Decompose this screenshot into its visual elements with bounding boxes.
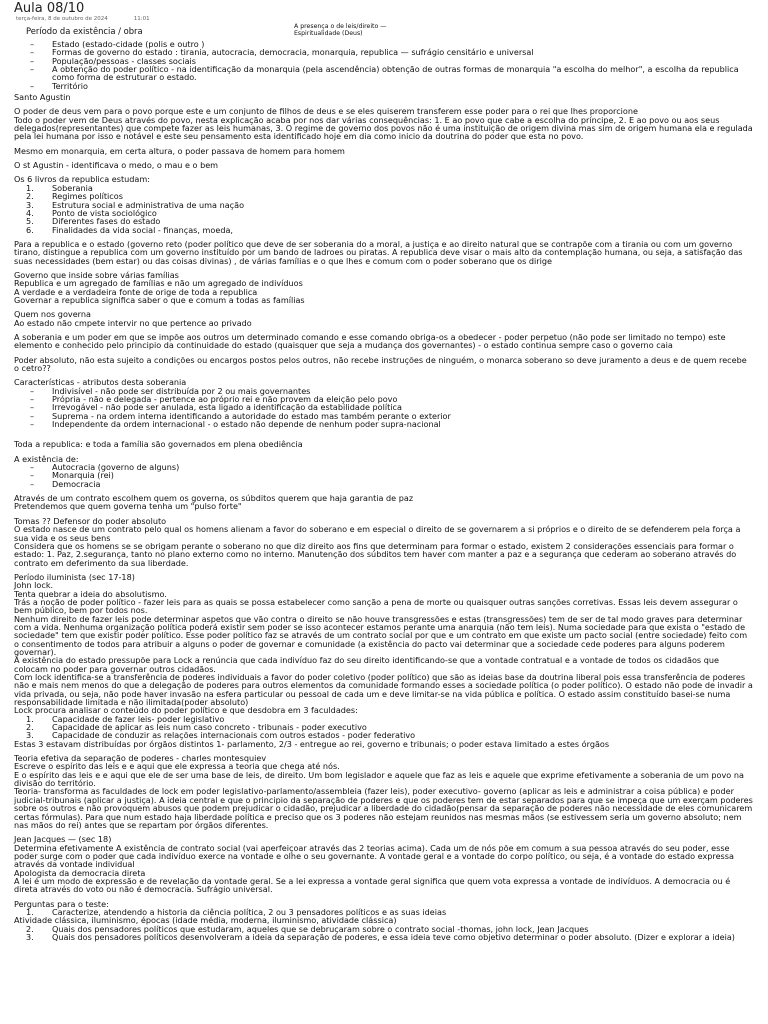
list-item: – Território	[14, 82, 754, 90]
list-item: 1. Soberania	[26, 182, 93, 193]
paragraph: Lock procura analisar o conteúdo do poder político e que desdobra em 3 faculdades:	[14, 705, 358, 716]
section-heading: Santo Agustin	[14, 92, 71, 103]
list-item: 3. Capacidade de conduzir as relações internacionais com outros estados - poder federativo	[26, 730, 416, 741]
paragraph: Estas 3 estavam distribuídas por órgãos distintos 1- parlamento, 2/3 - entregue ao rei, governo e tribunais; o poder estava limitado a estes órgãos	[14, 738, 610, 749]
list-item: – Formas de governo do estado : tirania, autocracia, democracia, monarquia, republica — sufrágio censitário e universal	[14, 48, 754, 56]
paragraph: Quem nos governa	[14, 309, 91, 320]
paragraph: Trás a noção de poder político - fazer leis para as quais se possa estabelecer como sanção a pena de morte ou quaisquer outras sanções corretivas. Essas leis devem assegurar o bem público, bem por todos nos.	[14, 596, 738, 616]
list-item: 6. Finalidades da vida social - finanças, moeda,	[26, 224, 234, 235]
paragraph: O st Agustin - identificava o medo, o mau e o bem	[14, 160, 219, 171]
list-item: 5. Diferentes fases do estado	[26, 216, 161, 227]
note-time: 11:01	[133, 16, 150, 22]
header-right-line-2: Espiritualidade (Deus)	[294, 30, 363, 37]
paragraph: Considera que os homens se se obrigam perante o soberano no que diz direito aos fins que determinam para formar o estado, existem 2 considerações essenciais para formar o estado: 1. Paz, 2.segurança, tanto no plano externo como no interno. Manutenção dos súbditos tem haver com manter a paz e a segurança que cederam ao soberano através do contrato em deferimento da sua liberdade.	[14, 540, 737, 568]
paragraph: Toda a republica: e toda a família são governados em plena obediência	[14, 439, 303, 450]
characteristics-list	[14, 387, 754, 429]
list-item: – População/pessoas - classes sociais	[14, 57, 754, 65]
list-item: 4. Ponto de vista sociológico	[26, 207, 157, 218]
header-right-line-1: A presença o de leis/direito —	[294, 23, 387, 30]
paragraph: O estado nasce de um contrato pelo qual os homens alienam a favor do soberano e em especial o direito de se governarem a si próprios e o direito de se defenderem pela força a sua vida e os seus bens	[14, 524, 741, 543]
paragraph: Apologista da democracia direta	[14, 867, 146, 878]
paragraph: Governo que inside sobre várias famílias	[14, 269, 179, 280]
topics-list	[14, 40, 754, 90]
list-item: – A obtenção do poder político - na identificação da monarquia (pela ascendência) obtenção de outras formas de monarquia "a escolha do melhor", a escolha da republica como forma de estruturar o estado.	[14, 65, 754, 82]
header-row	[14, 23, 754, 40]
paragraph: Escreve o espírito das leis e e aqui que ele expressa a teoria que chega até nós.	[14, 761, 340, 772]
list-item: – Suprema - na ordem interna identificando a autoridade do estado mas também perante o exterior	[14, 412, 754, 420]
paragraph: Características - atributos desta soberania	[14, 377, 187, 388]
paragraph: Todo o poder vem de Deus através do povo, nesta explicação acaba por nos dar várias consequências: 1. E ao povo que cabe a escolha do príncipe, 2. E ao povo ou aos seus delegados(representantes) que compete fazer as leis humanas, 3. O regime de governo dos povos não é uma instituição de origem divina mas sim de origem humana ela e regulada pela lei humana por isso e notável e este seu pensamento esta identificado hoje em dia como inicio da doutrina do poder que esta no povo.	[14, 114, 753, 142]
paragraph: Nenhum direito de fazer leis pode determinar aspetos que vão contra o direito se não houve transgressões e estas (transgressões) tem de ser de tal modo graves para determinar com a vida. Nenhuma organização política poderá existir sem poder se isso acontecer estamos perante uma anarquia (não tem leis). Numa sociedade para que exista o "estado de sociedade" tem que existir poder político. Esse poder político faz se através de um contrato social por que e um contrato em que existe um pacto social (entre sociedade) feito com o consentimento de todos para atribuir a alguns o poder de governar e comunidade (a existência do pacto vai determinar que a sociedade cede poderes para alguns poderem governar).	[14, 613, 748, 657]
list-item: 2. Capacidade de aplicar as leis num caso concreto - tribunais - poder executivo	[26, 722, 367, 733]
books-list	[14, 184, 754, 234]
paragraph: A soberania e um poder em que se impõe aos outros um determinado comando e esse comando obriga-os a obedecer - poder perpetuo (não pode ser limitado no tempo) este elemento e conhecido pelo principio da continuidade do estado (quaisquer que seja a mudança dos governantes) - o estado continua sempre caso o governo caia	[14, 331, 726, 351]
paragraph: Com lock identifica-se a transferência de poderes individuais a favor do poder coletivo (poder político) que são as ideias base da doutrina liberal pois essa transferência de poderes não e mais nem menos do que a delegação de poderes para outros elementos da comunidade formando esses a sociedade política (o poder político). O estado não pode de invadir a vida privada, ou seja, não pode haver invasão na esfera particular ou pessoal de cada um e deve limitar-se na vida pública e política. O estado assim constituído basei-se numa responsabilidade limitada e não ilimitada(poder absoluto)	[14, 672, 753, 708]
header-left-label: Período da existência / obra	[26, 26, 143, 36]
paragraph: A existência de:	[14, 453, 79, 464]
list-item: – Autocracia (governo de alguns)	[14, 463, 754, 471]
timestamp	[16, 16, 754, 23]
paragraph: Perguntas para o teste:	[14, 898, 109, 909]
paragraph: John lock.	[14, 580, 54, 591]
paragraph: Teoria- transforma as faculdades de lock em poder legislativo-parlamento/assembleia (fazer leis), poder executivo- governo (aplicar as leis e administrar a coisa pública) e poder judicial-tribunais (aplicar a justiça). A ideia central e que o principio da separação de poderes e que os poderes tem de estar separados para que se impeça que um exerçam poderes sobre os outros e não provoquem abusos que podem prejudicar o cidadão, prejudicar a liberdade do cidadão(pensar da separação de poderes não necessidade de eles comunicarem certas fórmulas). Para que num estado haja liberdade política e preciso que os 3 poderes não estejam reunidos nas mesmas mãos (se estivessem seria um governo absoluto; nem nas mãos do rei) antes que se repartam por órgãos diferentes.	[14, 786, 753, 830]
paragraph: Período iluminista (sec 17-18)	[14, 571, 135, 582]
paragraph: Através de um contrato escolhem quem os governa, os súbditos querem que haja garantia de paz	[14, 493, 414, 504]
paragraph: Os 6 livros da republica estudam:	[14, 174, 150, 185]
paragraph: A verdade e a verdadeira fonte de orige de toda a republica	[14, 286, 258, 297]
paragraph: Pretendemos que quem governa tenha um "pulso forte"	[14, 501, 242, 512]
paragraph: Poder absoluto, não esta sujeito a condições ou encargos postos pelos outros, não recebe instruções de ninguém, o monarca soberano so deve juramento a deus e de quem recebe o cetro??	[14, 354, 747, 373]
list-item: – Monarquia (rei)	[14, 471, 754, 479]
paragraph: Tenta quebrar a ideia do absolutismo.	[14, 588, 167, 599]
list-item: – Própria - não e delegada - pertence ao próprio rei e não provem da eleição pelo povo	[14, 395, 754, 403]
existence-list	[14, 463, 754, 488]
page-title: Aula 08/10	[14, 1, 85, 16]
list-item: – Indivisível - não pode ser distribuída por 2 ou mais governantes	[14, 387, 754, 395]
list-item: – Independente da ordem internacional - o estado não depende de nenhum poder supra-nacional	[14, 420, 754, 428]
list-item: 2. Regimes políticos	[26, 191, 123, 202]
list-item: 1. Caracterize, atendendo a historia da ciência política, 2 ou 3 pensadores políticos e as suas ideias	[26, 906, 447, 917]
paragraph: O poder de deus vem para o povo porque este e um conjunto de filhos de deus e se eles quiserem transferem esse poder para o rei que lhes proporcione	[14, 106, 638, 117]
note-date: terça-feira, 8 de outubro de 2024	[16, 16, 108, 22]
paragraph: A existência do estado pressupõe para Lock a renúncia que cada indivíduo faz do seu direito identificando-se que a vontade contratual e a vontade de todos os cidadãos que colocam no poder para governar outros cidadãos.	[14, 655, 719, 674]
paragraph: Teoria efetiva da separação de poderes - charles montesquiev	[14, 753, 267, 764]
paragraph: Jean Jacques — (sec 18)	[14, 834, 112, 845]
list-item: – Democracia	[14, 480, 754, 488]
list-item: – Estado (estado-cidade (polis e outro )	[14, 40, 754, 48]
list-item: 2. Quais dos pensadores políticos que estudaram, aqueles que se debruçaram sobre o contrato social -thomas, john lock, Jean Jacques	[26, 923, 589, 934]
questions-list	[14, 908, 754, 941]
paragraph: Determina efetivamente A existência de contrato social (vai aperfeiçoar através das 2 teorias acima). Cada um de nós põe em comum a sua pessoa através do seu poder, esse poder surge com o poder que cada indivíduo exerce na vontade e olhe o seu governante. A vontade geral e a vontade do corpo político, ou seja, é a vontade do estado expressa através da vontade individual	[14, 842, 734, 870]
list-item: 1. Capacidade de fazer leis- poder legislativo	[26, 713, 225, 724]
list-item: Atividade clássica, iluminismo, épocas (idade média, moderna, iluminismo, atividade clássica)	[14, 915, 397, 926]
paragraph: Republica e um agregado de famílias e não um agregado de indivíduos	[14, 278, 303, 289]
paragraph: E o espírito das leis e e aqui que ele de ser uma base de leis, de direito. Um bom legislador e aquele que faz as leis e aquele que exprime efetivamente a soberania de um povo na divisão do território.	[14, 769, 744, 789]
list-item: 3. Estrutura social e administrativa de uma nação	[26, 199, 245, 210]
list-item: 3. Quais dos pensadores políticos desenvolveram a ideia da separação de poderes, e essa ideia teve como objetivo determinar o poder absoluto. (Dizer e explorar a ideia)	[26, 931, 735, 942]
header-right-label	[294, 23, 484, 37]
paragraph: Governar a republica significa saber o que e comum a todas as famílias	[14, 294, 305, 305]
paragraph: Ao estado não cmpete intervir no que pertence ao privado	[14, 317, 252, 328]
paragraph: A lei é um modo de expressão e de revelação da vontade geral. Se a lei expressa a vontade geral significa que quem vota expressa a vontade de indivíduos. A democracia ou é direta através do voto ou não é democracia. Sufrágio universal.	[14, 875, 731, 895]
paragraph: Mesmo em monarquia, em certa altura, o poder passava de homem para homem	[14, 145, 345, 156]
paragraph: Tomas ?? Defensor do poder absoluto	[14, 515, 167, 526]
list-item: – Irrevogável - não pode ser anulada, esta ligado a identificação da estabilidade política	[14, 403, 754, 411]
faculties-list	[14, 715, 754, 740]
paragraph: Para a republica e o estado (governo reto (poder político que deve de ser soberania do a moral, a justiça e ao direito natural que se contrapõe com a tirania ou com um governo tirano, distingue a republica com um governo instituído por um bando de ladroes ou piratas. A republica deve visar o mais alto da contemplação humana, ou seja, a satisfação das suas necessidades (bem estar) ou das coisas divinas) , de várias famílias e o que lhes e comum com o poder soberano que os dirige	[14, 238, 743, 266]
